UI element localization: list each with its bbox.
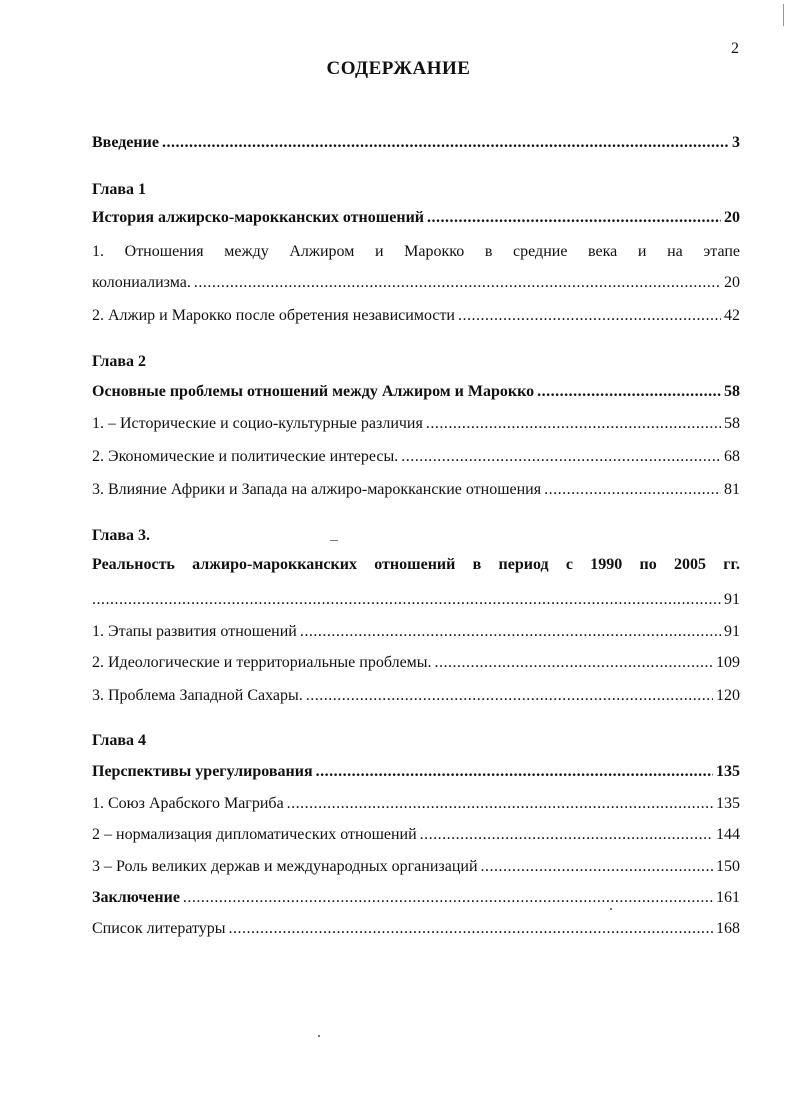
toc-page: 58 (724, 415, 740, 432)
toc-entry (92, 622, 740, 642)
toc-label: 1. Этапы развития отношений (92, 623, 297, 640)
toc-entry (92, 480, 740, 500)
toc-entry (92, 447, 740, 467)
dot-leader (287, 794, 713, 814)
toc-entry-bibliography (92, 919, 740, 939)
toc-page: 20 (724, 209, 740, 226)
toc-entry (92, 414, 740, 434)
dot-leader (420, 825, 713, 845)
dot-leader (92, 590, 721, 610)
dot-leader (229, 919, 713, 939)
toc-label: 3. Проблема Западной Сахары. (92, 687, 303, 704)
toc-label: 2. Экономические и политические интересы. (92, 448, 399, 465)
toc-entry (92, 857, 740, 877)
toc-page: 3 (732, 134, 740, 151)
scan-speck (318, 1035, 320, 1037)
dot-leader (162, 133, 729, 153)
toc-page: 161 (716, 889, 740, 906)
toc-entry (92, 306, 740, 326)
toc-entry-chapter-title (92, 762, 740, 782)
toc-page: 91 (724, 591, 740, 608)
dot-leader (194, 273, 721, 293)
toc-entry (92, 686, 740, 706)
toc-page: 91 (724, 623, 740, 640)
scan-speck (783, 4, 784, 26)
toc-entry (92, 825, 740, 845)
toc-label: Введение (92, 134, 159, 151)
dot-leader (481, 857, 713, 877)
chapter-heading: Глава 1 (92, 181, 146, 198)
chapter-heading: Глава 2 (92, 353, 146, 370)
page-title: СОДЕРЖАНИЕ (326, 58, 471, 79)
chapter-heading: Глава 3. (92, 527, 150, 544)
dot-leader (316, 762, 713, 782)
toc-entry-chapter-title (92, 382, 740, 402)
dot-leader (401, 447, 721, 467)
toc-label: Основные проблемы отношений между Алжиром и Марокко (92, 383, 535, 400)
toc-page: 144 (716, 826, 740, 843)
dot-leader (427, 208, 721, 228)
toc-label: Перспективы урегулирования (92, 763, 313, 780)
dot-leader (183, 888, 713, 908)
toc-page: 135 (716, 795, 740, 812)
toc-page: 20 (724, 274, 740, 291)
toc-label: Заключение (92, 889, 180, 906)
dot-leader (306, 686, 713, 706)
toc-entry-wrapped-line: 1. Отношения между Алжиром и Марокко в средние века и на этапе (92, 243, 740, 260)
toc-label: 2. Алжир и Марокко после обретения независимости (92, 307, 455, 324)
dot-leader (426, 414, 721, 434)
toc-page: 109 (716, 654, 740, 671)
toc-entry-conclusion (92, 888, 740, 908)
toc-entry (92, 653, 740, 673)
toc-label: колониализма. (92, 274, 191, 291)
toc-entry-chapter-title (92, 208, 740, 228)
toc-page: 42 (724, 307, 740, 324)
toc-label: 1. – Исторические и социо-культурные различия (92, 415, 423, 432)
toc-page: 120 (716, 687, 740, 704)
toc-page: 135 (716, 763, 740, 780)
toc-label: Список литературы (92, 920, 226, 937)
toc-page: 68 (724, 448, 740, 465)
toc-page: 150 (716, 858, 740, 875)
toc-label: 2 – нормализация дипломатических отношений (92, 826, 417, 843)
dot-leader (435, 653, 713, 673)
toc-label: История алжирско-марокканских отношений (92, 209, 425, 226)
toc-page: 58 (724, 383, 740, 400)
toc-label: 1. Союз Арабского Магриба (92, 795, 284, 812)
toc-page: 81 (724, 481, 740, 498)
toc-entry-continuation (92, 590, 740, 610)
toc-entry-chapter-title: Реальность алжиро-марокканских отношений в период с 1990 по 2005 гг. (92, 556, 740, 573)
toc-entry-intro (92, 133, 740, 153)
scan-speck (330, 540, 338, 541)
scan-speck (610, 908, 612, 910)
toc-label: 2. Идеологические и территориальные проблемы. (92, 654, 432, 671)
dot-leader (544, 480, 721, 500)
toc-entry (92, 273, 740, 293)
toc-label: 3 – Роль великих держав и международных организаций (92, 858, 478, 875)
toc-entry (92, 794, 740, 814)
dot-leader (458, 306, 721, 326)
page-number: 2 (731, 40, 739, 57)
toc-page: 168 (716, 920, 740, 937)
chapter-heading: Глава 4 (92, 732, 146, 749)
dot-leader (537, 382, 721, 402)
toc-label: 3. Влияние Африки и Запада на алжиро-марокканские отношения (92, 481, 542, 498)
dot-leader (300, 622, 721, 642)
